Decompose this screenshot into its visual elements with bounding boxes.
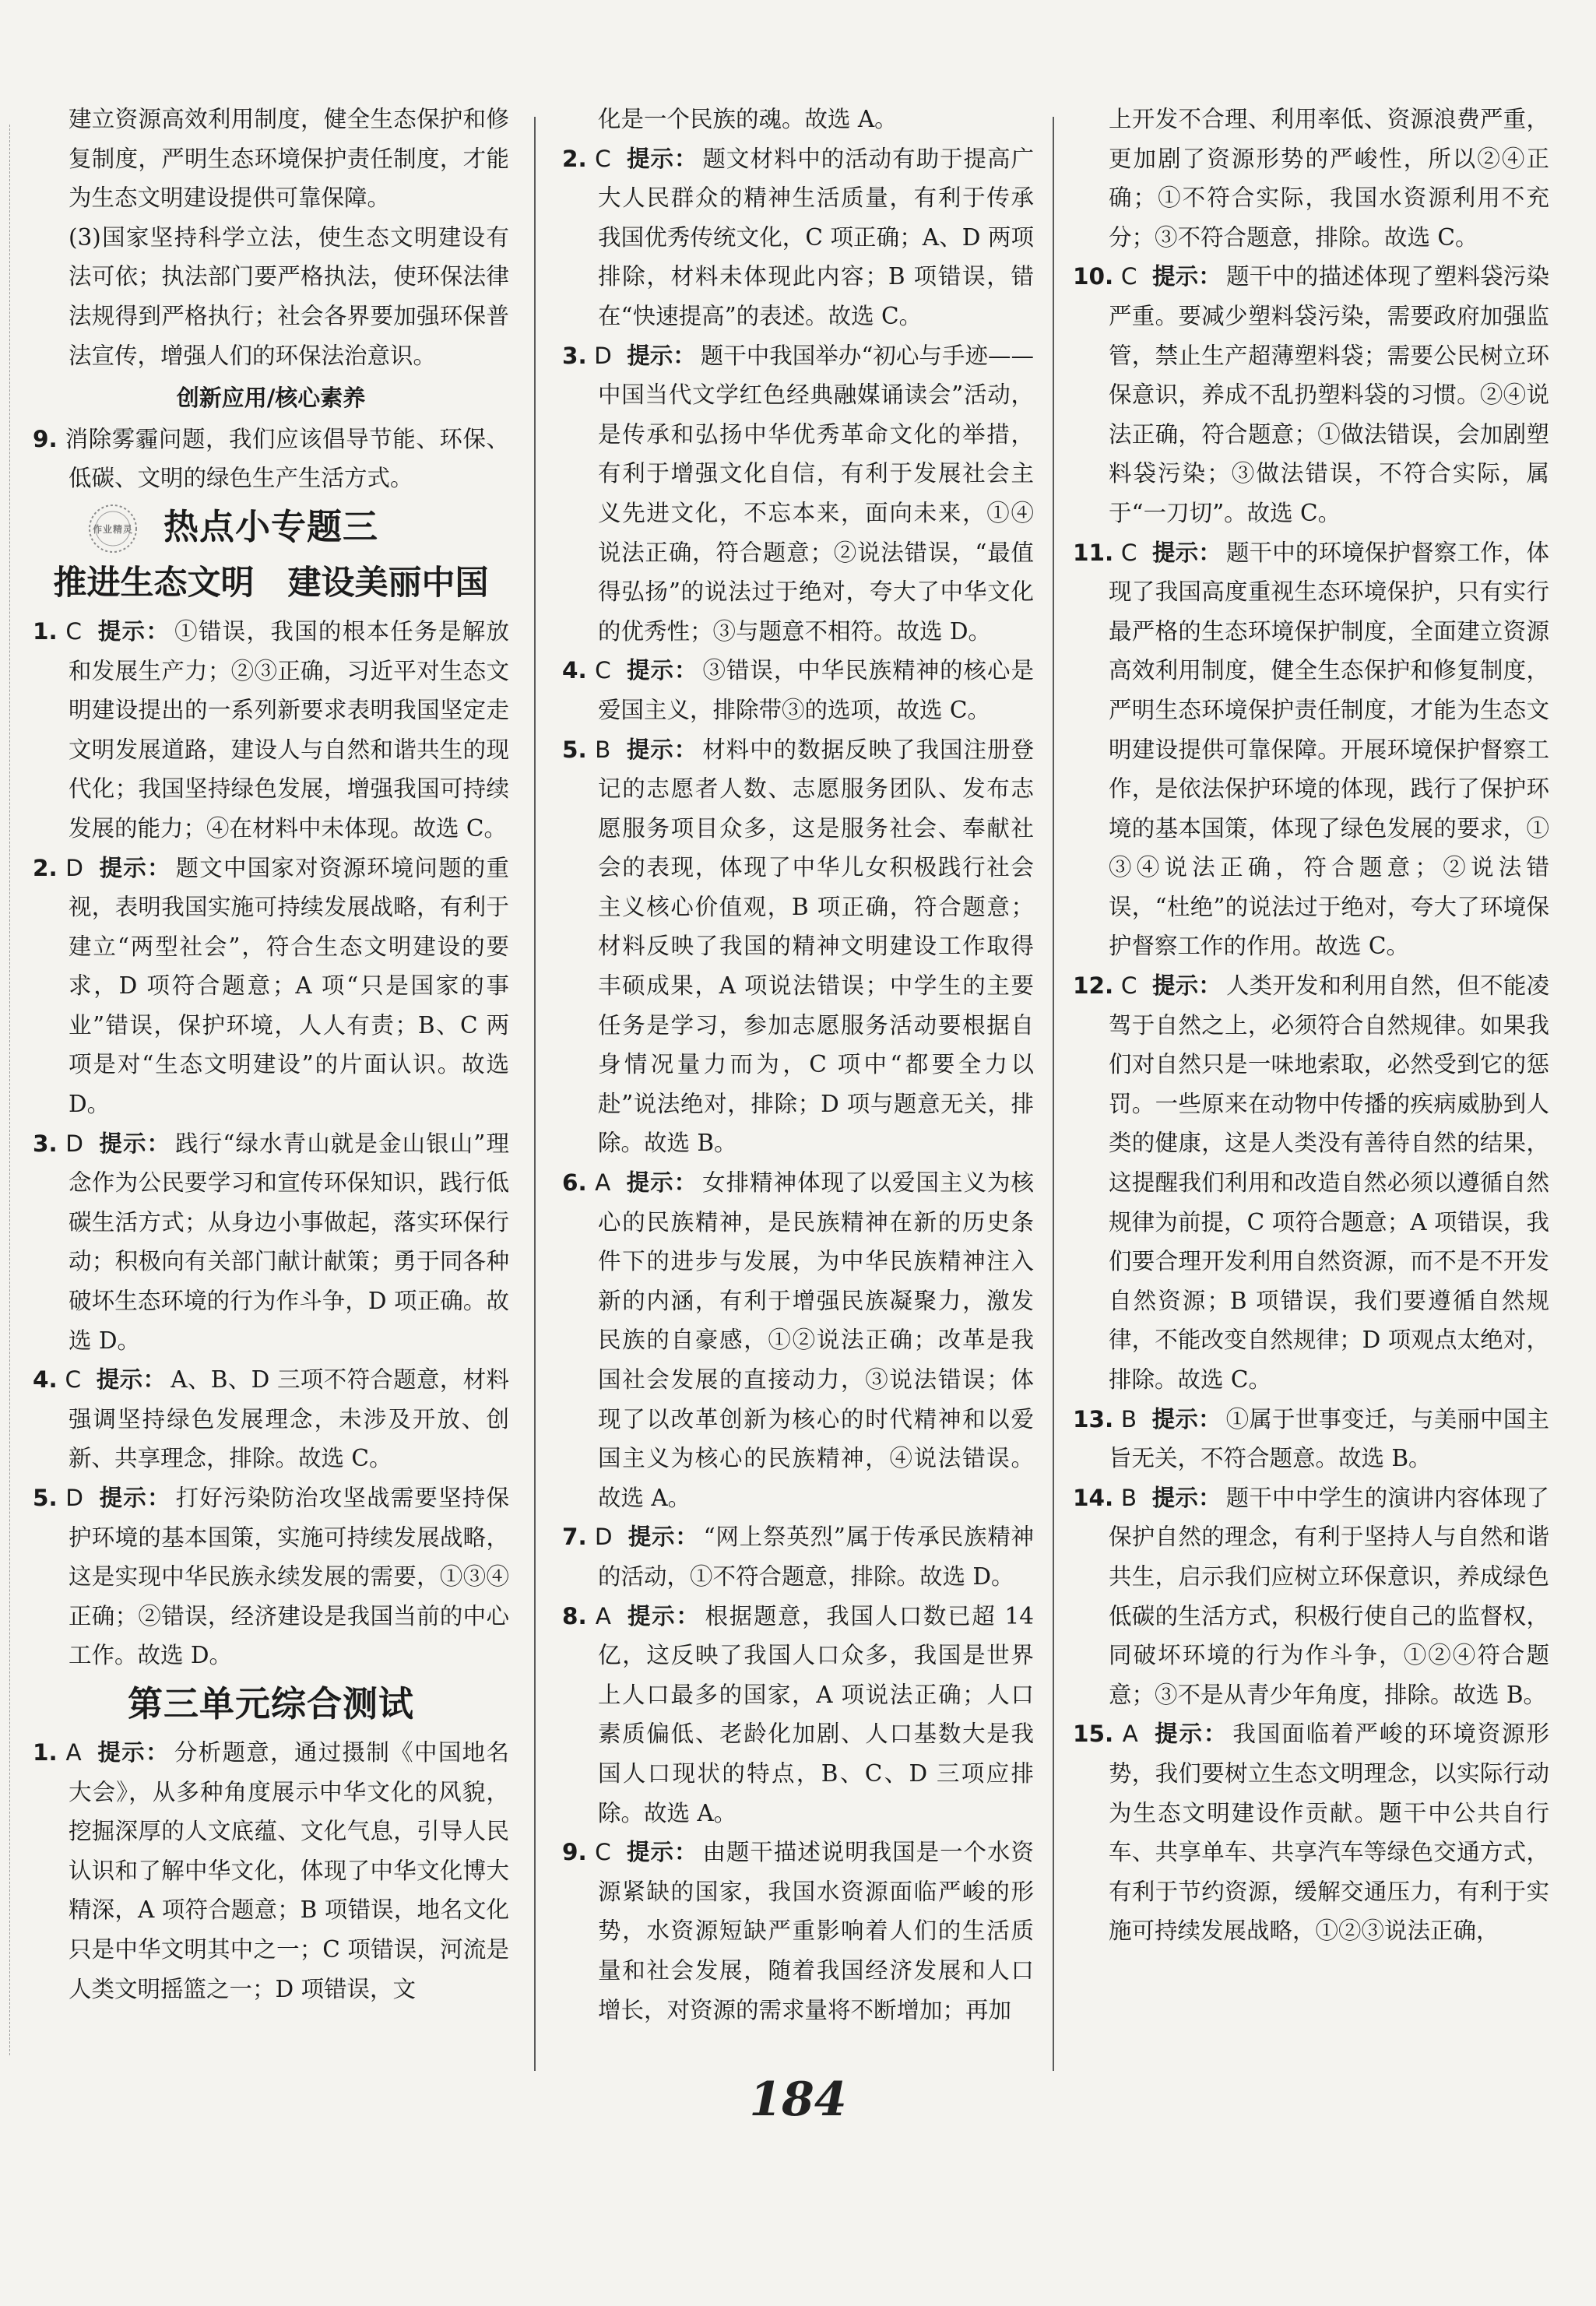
item-hint-label: 提示：	[99, 1485, 171, 1511]
paragraph: 化是一个民族的魂。故选 A。	[598, 106, 898, 132]
item-hint-label: 提示：	[99, 1130, 171, 1157]
answer-item	[1073, 1478, 1549, 1715]
item-number: 7.	[562, 1524, 587, 1551]
item-text: 分析题意，通过摄制《中国地名大会》，从多种角度展示中华文化的风貌，挖掘深厚的人文底蕴、文化气息，引导人民认识和了解中华文化，体现了中华文化博大精深，A 项符合题意；B 项错误，地名文化只是中华文明其中之一；C 项错误，河流是人类文明摇篮之一；D 项错误，文	[69, 1738, 509, 2002]
answer-item	[1073, 533, 1549, 967]
answer-item	[33, 1478, 509, 1675]
paragraph: (3)国家坚持科学立法，使生态文明建设有法可依；执法部门要严格执法，使环保法律法规得到严格执行；社会各界要加强环保普法宣传，增强人们的环保法治意识。	[69, 223, 509, 369]
item-text: 由题干描述说明我国是一个水资源紧缺的国家，我国水资源面临严峻的形势，水资源短缺严重影响着人们的生活质量和社会发展，随着我国经济发展和人口增长，对资源的需求量将不断增加；再加	[598, 1839, 1034, 2023]
answer-item	[562, 651, 1034, 729]
item-answer: A	[1122, 1721, 1138, 1748]
item-text: ①错误，我国的根本任务是解放和发展生产力；②③正确，习近平对生态文明建设提出的一系列新要求表明我国坚定走文明发展道路，建设人与自然和谐共生的现代化；我国坚持绿色发展，增强我国可持续发展的能力；④在材料中未体现。故选 C。	[69, 617, 509, 842]
item-hint-label: 提示：	[627, 342, 696, 369]
section-title	[33, 500, 509, 554]
item-answer: D	[65, 854, 84, 881]
page-number: 184	[749, 2072, 847, 2127]
item-hint-label: 提示：	[96, 1366, 167, 1394]
item-text: ①属于世事变迁，与美丽中国主旨无关，不符合题意。故选 B。	[1109, 1405, 1549, 1472]
item-answer: C	[595, 657, 611, 684]
item-answer: A	[595, 1169, 611, 1197]
item-number: 3.	[562, 342, 587, 369]
item-number: 8.	[562, 1602, 587, 1629]
item-answer: B	[1120, 1405, 1137, 1432]
answer-item	[33, 1733, 509, 2009]
item-text: “网上祭英烈”属于传承民族精神的活动，①不符合题意，排除。故选 D。	[598, 1524, 1034, 1590]
item-answer: C	[65, 1366, 82, 1394]
answer-item	[33, 1360, 509, 1478]
left-column	[33, 100, 509, 2009]
item-hint-label: 提示：	[97, 1738, 170, 1766]
middle-column	[562, 100, 1034, 2030]
item-text: 打好污染防治攻坚战需要坚持保护环境的基本国策，实施可持续发展战略，这是实现中华民族永续发展的需要，①③④正确；②错误，经济建设是我国当前的中心工作。故选 D。	[69, 1485, 509, 1669]
answer-item	[562, 336, 1034, 652]
item-number: 11.	[1073, 539, 1114, 566]
item-text: 题干中中学生的演讲内容体现了保护自然的理念，有利于坚持人与自然和谐共生，启示我们应树立环保意识，养成绿色低碳的生活方式，积极行使自己的监督权，同破坏环境的行为作斗争，①②④符合题意；③不是从青少年角度，排除。故选 B。	[1109, 1484, 1549, 1708]
item-text: 题干中我国举办“初心与手迹——中国当代文学红色经典融媒诵读会”活动，是传承和弘扬中华优秀革命文化的举措，有利于增强文化自信，有利于发展社会主义先进文化，不忘本来，面向未来，①④说法正确，符合题意；②说法错误，“最值得弘扬”的说法过于绝对，夸大了中华文化的优秀性；③与题意不相符。故选 D。	[598, 342, 1034, 645]
answer-item	[562, 1163, 1034, 1517]
item-answer: A	[595, 1602, 611, 1629]
item-number: 10.	[1073, 263, 1114, 290]
item-answer: B	[1120, 1484, 1137, 1511]
answer-item	[562, 139, 1034, 336]
item-number: 5.	[33, 1485, 58, 1511]
paragraph: 上开发不合理、利用率低、资源浪费严重，更加剧了资源形势的严峻性，所以②④正确；①不符合实际，我国水资源利用不充分；③不符合题意，排除。故选 C。	[1109, 106, 1549, 251]
item-hint-label: 提示：	[627, 657, 698, 684]
answer-item	[1073, 966, 1549, 1400]
item-text: 女排精神体现了以爱国主义为核心的民族精神，是民族精神在新的历史条件下的进步与发展，为中华民族精神注入新的内涵，有利于增强民族凝聚力，激发民族的自豪感，①②说法正确；改革是我国社会发展的直接动力，③说法错误；体现了以改革创新为核心的时代精神和以爱国主义为核心的民族精神，④说法错误。故选 A。	[598, 1169, 1034, 1511]
item-text: 根据题意，我国人口数已超 14 亿，这反映了我国人口众多，我国是世界上人口最多的国家，A 项说法正确；人口素质偏低、老龄化加剧、人口基数大是我国人口现状的特点，B、C、D 三项应排除。故选 A。	[598, 1602, 1034, 1826]
item-answer: D	[65, 1485, 84, 1511]
svg-text:作业精灵: 作业精灵	[92, 523, 134, 535]
column-divider	[534, 117, 536, 2071]
item-text: 题文材料中的活动有助于提高广大人民群众的精神生活质量，有利于传承我国优秀传统文化，C 项正确；A、D 两项排除，材料未体现此内容；B 项错误，错在“快速提高”的表述。故选 C。	[598, 145, 1034, 329]
answer-item	[33, 420, 509, 498]
item-text: 题干中的描述体现了塑料袋污染严重。要减少塑料袋污染，需要政府加强监管，禁止生产超薄塑料袋；需要公民树立环保意识，养成不乱扔塑料袋的习惯。②④说法正确，符合题意；①做法错误，会加剧塑料袋污染；③做法错误，不符合实际，属于“一刀切”。故选 C。	[1109, 263, 1549, 526]
right-column	[1073, 100, 1549, 1951]
section-title-text: 热点小专题三	[163, 505, 378, 547]
answer-item	[33, 1124, 509, 1361]
item-number: 9.	[562, 1839, 587, 1866]
answer-item	[33, 849, 509, 1124]
item-hint-label: 提示：	[97, 617, 170, 645]
item-hint-label: 提示：	[1151, 972, 1222, 1000]
item-hint-label: 提示：	[626, 1169, 698, 1197]
answer-item	[562, 730, 1034, 1164]
item-answer: C	[595, 145, 611, 172]
section-title: 推进生态文明 建设美丽中国	[53, 563, 489, 603]
item-hint-label: 提示：	[627, 145, 698, 172]
item-answer: D	[65, 1130, 83, 1157]
item-hint-label: 提示：	[1151, 1484, 1222, 1511]
item-number: 12.	[1073, 972, 1114, 1000]
paragraph: 建立资源高效利用制度，健全生态保护和修复制度，严明生态环境保护责任制度，才能为生态文明建设提供可靠保障。	[69, 106, 509, 212]
section-subheading: 创新应用/核心素养	[176, 385, 366, 412]
section-title: 第三单元综合测试	[127, 1682, 414, 1724]
item-answer: C	[1120, 263, 1137, 290]
item-number: 2.	[33, 854, 58, 881]
item-answer: A	[65, 1738, 82, 1766]
item-answer: C	[65, 617, 83, 645]
item-number: 13.	[1073, 1405, 1114, 1432]
item-number: 3.	[33, 1130, 58, 1157]
item-hint-label: 提示：	[99, 854, 171, 881]
item-hint-label: 提示：	[1151, 539, 1222, 566]
item-answer: C	[1120, 539, 1137, 566]
item-text: ③错误，中华民族精神的核心是爱国主义，排除带③的选项，故选 C。	[598, 657, 1034, 723]
watermark-seal-icon	[87, 503, 139, 554]
item-answer: D	[594, 342, 612, 369]
item-text: 人类开发和利用自然，但不能凌驾于自然之上，必须符合自然规律。如果我们对自然只是一味地索取，必然受到它的惩罚。一些原来在动物中传播的疾病威胁到人类的健康，这是人类没有善待自然的结果，这提醒我们利用和改造自然必须以遵循自然规律为前提，C 项符合题意；A 项错误，我们要合理开发利用自然资源，而不是不开发自然资源；B 项错误，我们要遵循自然规律，不能改变自然规律；D 项观点太绝对，排除。故选 C。	[1109, 972, 1549, 1393]
item-number: 1.	[33, 1738, 58, 1766]
answer-item	[33, 612, 509, 849]
answer-item	[1073, 1400, 1549, 1478]
answer-item	[562, 1833, 1034, 2030]
answer-item	[1073, 257, 1549, 533]
item-text: 题干中的环境保护督察工作，体现了我国高度重视生态环境保护，只有实行最严格的生态环境保护制度，全面建立资源高效利用制度，健全生态保护和修复制度，严明生态环境保护责任制度，才能为生态文明建设提供可靠保障。开展环境保护督察工作，是依法保护环境的体现，践行了保护环境的基本国策，体现了绿色发展的要求，①③④说法正确，符合题意；②说法错误，“杜绝”的说法过于绝对，夸大了环境保护督察工作的作用。故选 C。	[1109, 539, 1549, 960]
item-number: 6.	[562, 1169, 587, 1197]
item-text: 我国面临着严峻的环境资源形势，我们要树立生态文明理念，以实际行动为生态文明建设作贡献。题干中公共自行车、共享单车、共享汽车等绿色交通方式，有利于节约资源，缓解交通压力，有利于实施可持续发展战略，①②③说法正确，	[1109, 1721, 1549, 1945]
item-number: 1.	[33, 617, 58, 645]
item-answer: B	[595, 736, 611, 763]
item-text: 题文中国家对资源环境问题的重视，表明我国实施可持续发展战略，有利于建立“两型社会”，符合生态文明建设的要求，D 项符合题意；A 项“只是国家的事业”错误，保护环境，人人有责；B、C 两项是对“生态文明建设”的片面认识。故选 D。	[69, 854, 509, 1118]
item-answer: D	[594, 1524, 613, 1551]
item-hint-label: 提示：	[628, 1524, 699, 1551]
answer-item	[562, 1597, 1034, 1833]
item-text: 材料中的数据反映了我国注册登记的志愿者人数、志愿服务团队、发布志愿服务项目众多，这是服务社会、奉献社会的表现，体现了中华儿女积极践行社会主义核心价值观，B 项正确，符合题意；材料反映了我国的精神文明建设工作取得丰硕成果，A 项说法错误；中学生的主要任务是学习，参加志愿服务活动要根据自身情况量力而为，C 项中“都要全力以赴”说法绝对，排除；D 项与题意无关，排除。故选 B。	[598, 736, 1034, 1157]
item-number: 9.	[33, 425, 58, 452]
item-answer: C	[595, 1839, 611, 1866]
item-text: A、B、D 三项不符合题意，材料强调坚持绿色发展理念，未涉及开放、创新、共享理念，排除。故选 C。	[69, 1366, 509, 1472]
answer-item	[562, 1517, 1034, 1596]
item-text: 消除雾霾问题，我们应该倡导节能、环保、低碳、文明的绿色生产生活方式。	[65, 425, 509, 492]
item-hint-label: 提示：	[628, 1602, 701, 1629]
item-hint-label: 提示：	[627, 1839, 698, 1866]
column-divider	[1053, 117, 1054, 2071]
binding-edge-line	[9, 125, 10, 2055]
item-hint-label: 提示：	[626, 736, 698, 763]
item-hint-label: 提示：	[1155, 1721, 1229, 1748]
item-text: 践行“绿水青山就是金山银山”理念作为公民要学习和宣传环保知识，践行低碳生活方式；从身边小事做起，落实环保行动；积极向有关部门献计献策；勇于同各种破坏生态环境的行为作斗争，D 项正确。故选 D。	[69, 1130, 509, 1354]
item-number: 14.	[1073, 1484, 1114, 1511]
answer-item	[1073, 1714, 1549, 1951]
item-answer: C	[1120, 972, 1137, 1000]
item-number: 5.	[562, 736, 587, 763]
item-number: 4.	[562, 657, 587, 684]
item-number: 15.	[1073, 1721, 1114, 1748]
item-hint-label: 提示：	[1151, 1405, 1222, 1432]
item-hint-label: 提示：	[1151, 263, 1222, 290]
item-number: 4.	[33, 1366, 58, 1394]
item-number: 2.	[562, 145, 587, 172]
